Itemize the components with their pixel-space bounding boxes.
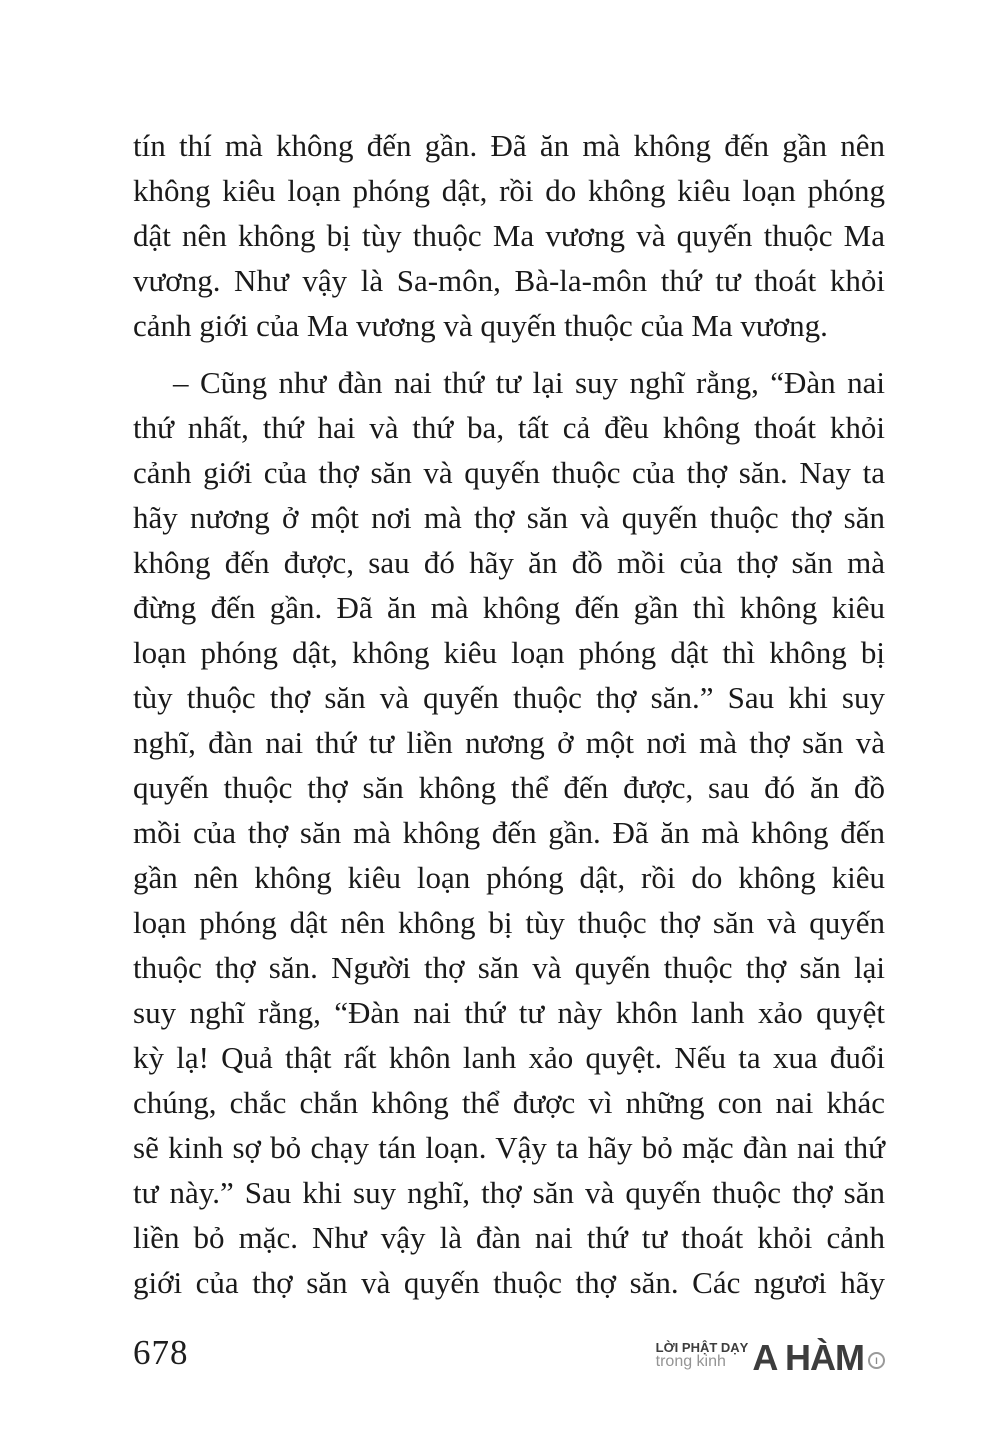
text-line: loạn phóng dật nên không bị tùy thuộc thợ săn và quyến xyxy=(133,905,885,940)
body-text-block xyxy=(133,123,885,1305)
text-line: gần nên không kiêu loạn phóng dật, rồi do không kiêu xyxy=(133,860,885,895)
page-footer xyxy=(133,1320,885,1378)
text-line: tín thí mà không đến gần. Đã ăn mà không đến gần nên xyxy=(133,128,885,163)
logo-tagline-top: LỜI PHẬT DẠY xyxy=(655,1340,749,1355)
volume-badge-icon: I xyxy=(868,1352,885,1369)
text-line: thuộc thợ săn. Người thợ săn và quyến thuộc thợ săn lại xyxy=(133,950,885,985)
text-line: cảnh giới của thợ săn và quyến thuộc của thợ săn. Nay ta xyxy=(133,455,885,490)
text-line: tư này.” Sau khi suy nghĩ, thợ săn và quyến thuộc thợ săn xyxy=(133,1175,885,1210)
text-line: không kiêu loạn phóng dật, rồi do không kiêu loạn phóng xyxy=(133,173,885,208)
paragraph xyxy=(133,360,885,1305)
text-line: vương. Như vậy là Sa-môn, Bà-la-môn thứ tư thoát khỏi xyxy=(133,263,885,298)
logo-tagline-stack xyxy=(656,1342,749,1372)
text-line: sẽ kinh sợ bỏ chạy tán loạn. Vậy ta hãy bỏ mặc đàn nai thứ xyxy=(133,1130,885,1165)
text-line: nghĩ, đàn nai thứ tư liền nương ở một nơi mà thợ săn và xyxy=(133,725,885,760)
page-number: 678 xyxy=(133,1333,189,1372)
publisher-logo xyxy=(655,1337,885,1378)
text-line: hãy nương ở một nơi mà thợ săn và quyến thuộc thợ săn xyxy=(133,500,885,535)
text-line: mồi của thợ săn mà không đến gần. Đã ăn mà không đến xyxy=(133,815,885,850)
text-line: giới của thợ săn và quyến thuộc thợ săn. Các ngươi hãy xyxy=(133,1265,885,1300)
text-line: quyến thuộc thợ săn không thể đến được, sau đó ăn đồ xyxy=(133,770,885,805)
text-line: – Cũng như đàn nai thứ tư lại suy nghĩ rằng, “Đàn nai xyxy=(173,365,885,400)
text-line: chúng, chắc chắn không thể được vì những con nai khác xyxy=(133,1085,885,1120)
logo-tagline-bottom: trong kinh xyxy=(655,1353,726,1370)
text-line: đừng đến gần. Đã ăn mà không đến gần thì không kiêu xyxy=(133,590,885,625)
text-line: cảnh giới của Ma vương và quyến thuộc của Ma vương. xyxy=(133,308,828,343)
text-line: kỳ lạ! Quả thật rất khôn lanh xảo quyệt. Nếu ta xua đuổi xyxy=(133,1040,885,1075)
text-line: liền bỏ mặc. Như vậy là đàn nai thứ tư thoát khỏi cảnh xyxy=(133,1220,885,1255)
text-line: suy nghĩ rằng, “Đàn nai thứ tư này khôn lanh xảo quyệt xyxy=(133,995,885,1030)
logo-title: A HÀM xyxy=(752,1337,864,1378)
text-line: không đến được, sau đó hãy ăn đồ mồi của thợ săn mà xyxy=(133,545,885,580)
text-line: thứ nhất, thứ hai và thứ ba, tất cả đều không thoát khỏi xyxy=(133,410,885,445)
text-line: tùy thuộc thợ săn và quyến thuộc thợ săn.” Sau khi suy xyxy=(133,680,885,715)
text-line: dật nên không bị tùy thuộc Ma vương và quyến thuộc Ma xyxy=(133,218,885,253)
text-line: loạn phóng dật, không kiêu loạn phóng dật thì không bị xyxy=(133,635,885,670)
paragraph xyxy=(133,123,885,348)
